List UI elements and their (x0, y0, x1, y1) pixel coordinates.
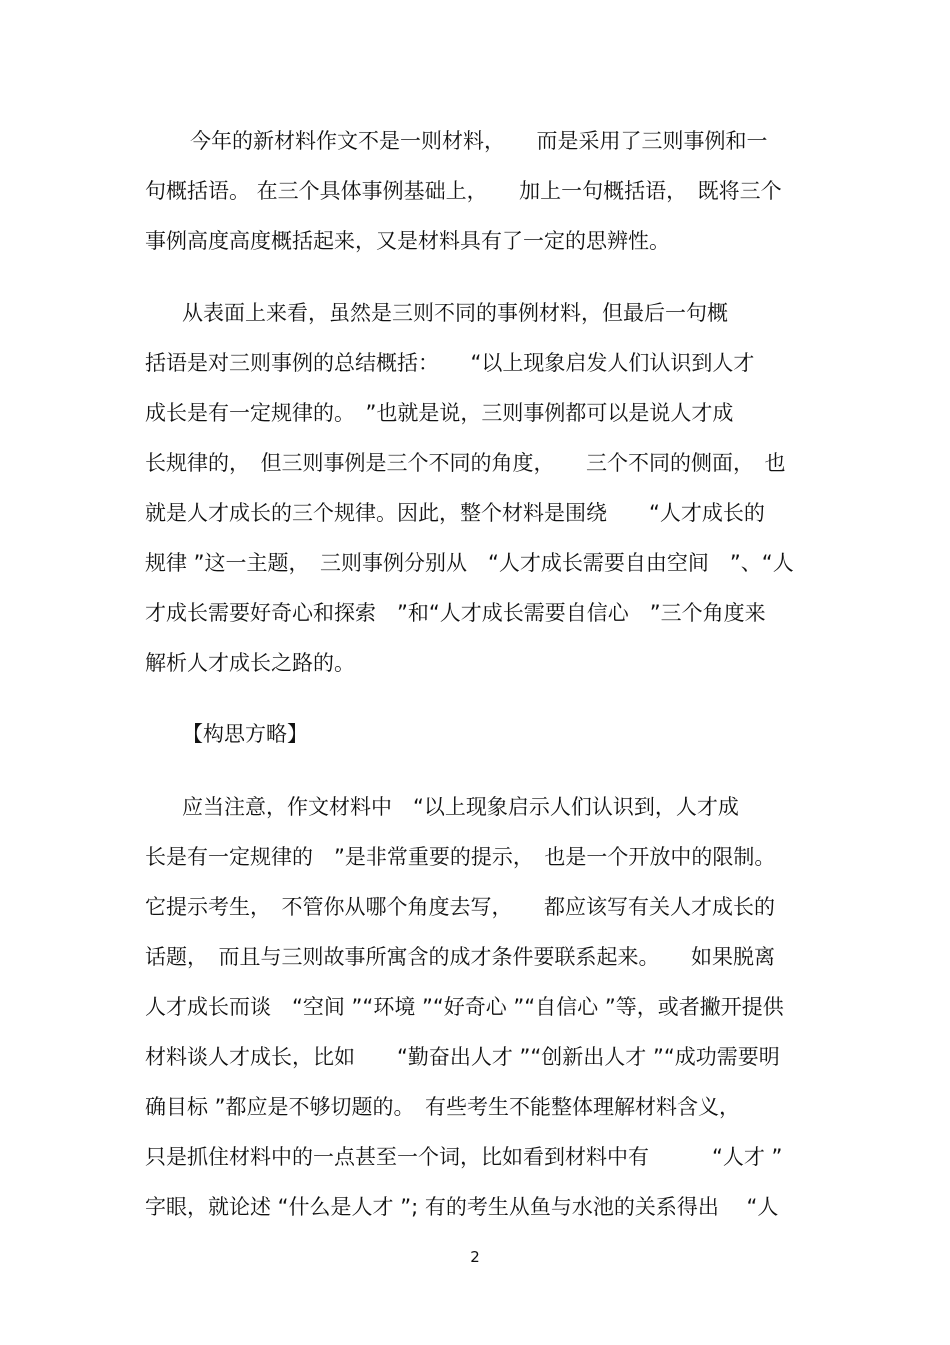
text-line: 人才成长而谈 “空间 ”“环境 ”“好奇心 ”“自信心 ”等，或者撇开提供 (145, 995, 784, 1019)
text-line: 字眼，就论述 “什么是人才 ”; 有的考生从鱼与水池的关系得出 “人 (145, 1195, 779, 1219)
text-line: 成长是有一定规律的。 ”也就是说，三则事例都可以是说人才成 (145, 401, 734, 425)
text-line: 只是抓住材料中的一点甚至一个词，比如看到材料中有 “人才 ” (145, 1145, 783, 1169)
text-line: 确目标 ”都应是不够切题的。 有些考生不能整体理解材料含义， (145, 1095, 741, 1119)
text-line: 句概括语。 在三个具体事例基础上， 加上一句概括语， 既将三个 (145, 179, 782, 203)
text-line: 解析人才成长之路的。 (145, 651, 355, 675)
text-line: 从表面上来看，虽然是三则不同的事例材料，但最后一句概 (182, 301, 728, 325)
text-line: 材料谈人才成长，比如 “勤奋出人才 ”“创新出人才 ”“成功需要明 (145, 1045, 780, 1069)
text-line: 括语是对三则事例的总结概括： “以上现象启发人们认识到人才 (145, 351, 755, 375)
text-line: 就是人才成长的三个规律。因此，整个材料是围绕 “人才成长的 (145, 501, 765, 525)
page-number: 2 (470, 1248, 480, 1266)
text-line: 长是有一定规律的 ”是非常重要的提示， 也是一个开放中的限制。 (145, 845, 776, 869)
text-line: 话题， 而且与三则故事所寓含的成才条件要联系起来。 如果脱离 (145, 945, 775, 969)
text-line: 事例高度高度概括起来，又是材料具有了一定的思辨性。 (145, 229, 670, 253)
text-line: 它提示考生， 不管你从哪个角度去写， 都应该写有关人才成长的 (145, 895, 775, 919)
text-line: 应当注意，作文材料中 “以上现象启示人们认识到，人才成 (182, 795, 739, 819)
text-line: 今年的新材料作文不是一则材料， 而是采用了三则事例和一 (190, 129, 768, 153)
text-line: 才成长需要好奇心和探索 ”和“人才成长需要自信心 ”三个角度来 (145, 601, 766, 625)
text-line: 长规律的， 但三则事例是三个不同的角度， 三个不同的侧面， 也 (145, 451, 786, 475)
text-line: 规律 ”这一主题， 三则事例分别从 “人才成长需要自由空间 ”、“人 (145, 551, 794, 575)
section-heading: 【构思方略】 (182, 722, 308, 746)
